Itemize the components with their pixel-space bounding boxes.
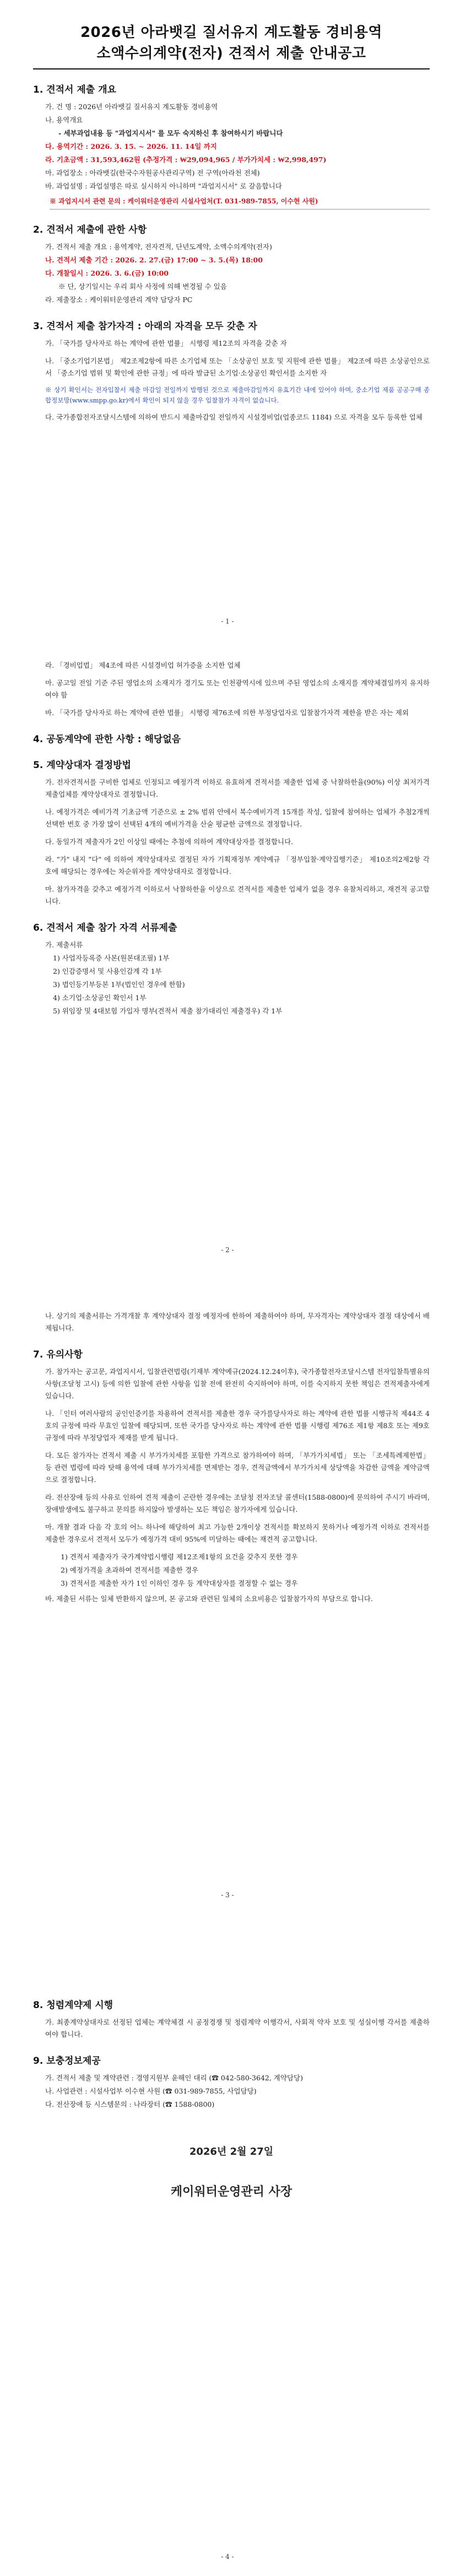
s7-sub-1: 1) 견적서 제출자가 국가계약법시행령 제12조제1항의 요건을 갖추지 못한 경우 [61, 1553, 298, 1561]
s3b-para-2: 마. 공고일 전일 기준 주된 영업소의 소재지가 경기도 또는 인천광역시에 있으며 주된 영업소의 소재지를 계약체결일까지 유지하여야 함 [45, 679, 430, 699]
s2-item-period: 나. 견적서 제출 기간 : 2026. 2. 27.(금) 17:00 ~ 3. 5.(목) 18:00 [45, 256, 263, 264]
page-2 [33, 656, 430, 1018]
title-divider [33, 68, 430, 69]
page-3 [33, 1307, 430, 1611]
s6b-para: 나. 상기의 제출서류는 가격개찰 후 계약상대자 결정 예정자에 한하여 제출하여야 하며, 무자격자는 계약상대자 결정 대상에서 배제됩니다. [45, 1312, 430, 1332]
section-2-heading: 2. 견적서 제출에 관한 사항 [33, 224, 147, 235]
s2-item-overview: 가. 견적서 제출 개요 : 용역계약, 전자견적, 단년도계약, 소액수의계약(전자) [45, 243, 272, 251]
s7-para-2: 나. 「인터 여러사람의 공인인증키를 차용하여 견적서를 제출한 경우 국가를당사자로 하는 계약에 관한 법률 시행규칙 제44조 4호의 규정에 따라 무효인 입찰에 해당되며, 또한 국가를 당사자로 하는 계약에 관한 법률 시행령 제76조 제1항 제8호 또는 제9호 규정에 따라 부정당업자 제재를 받게 됩니다. [45, 1409, 430, 1442]
s3b-para-1: 라. 「경비업법」 제4조에 따른 시설경비업 허가증을 소지한 업체 [45, 661, 241, 669]
page-number-3: - 3 - [221, 1891, 234, 1899]
s1-item-briefing: 바. 과업설명 : 과업설명은 따로 실시하지 아니하며 "과업지시서" 로 갈음합니다 [45, 182, 282, 190]
s1-item-location: 마. 과업장소 : 아라뱃길(한국수자원공사관리구역) 전 구역(아라천 전체) [45, 169, 260, 177]
s2-item-opening: 다. 개찰일시 : 2026. 3. 6.(금) 10:00 [45, 269, 169, 277]
s3b-para-3: 바. 「국가를 당사자로 하는 계약에 관한 법률」 시행령 제76조에 의한 부정당업자로 입찰참가자격 제한을 받은 자는 제외 [45, 709, 409, 717]
page-number-2: - 2 - [221, 1246, 234, 1254]
s6-doc-4: 4) 소기업·소상공인 확인서 1부 [53, 994, 147, 1002]
title-line-1: 2026년 아라뱃길 질서유지 계도활동 경비용역 [80, 24, 383, 41]
s1-item-name: 가. 건 명 : 2026년 아라뱃길 질서유지 계도활동 경비용역 [45, 103, 218, 111]
section-8-heading: 8. 청렴계약제 시행 [33, 2000, 113, 2011]
page-number-1: - 1 - [221, 618, 234, 625]
s5-para-4: 라. "가" 내지 "다" 에 의하여 계약상대자로 결정된 자가 기획재정부 계약예규 「정부입찰·계약집행기준」 제10조의2제2항 각 호에 해당되는 경우에는 차순위자를 계약상대자로 결정합니다. [45, 855, 430, 876]
s7-para-1: 가. 참가자는 공고문, 과업지시서, 입찰관련법령(기재부 계약예규(2024.12.24이후), 국가종합전자조달시스템 전자입찰특별유의사항(조달청 고시) 등에 의한 입찰에 관한 사항을 입찰 전에 완전히 숙지하여야 하며, 이를 숙지하지 못한 책임은 견적제출자에게 있습니다. [45, 1367, 430, 1400]
s5-para-5: 마. 참가자격을 갖추고 예정가격 이하로서 낙찰하한율 이상으로 견적서를 제출한 업체가 없을 경우 유찰처리하고, 재견적 공고합니다. [45, 885, 430, 905]
title-line-2: 소액수의계약(전자) 견적서 제출 안내공고 [96, 45, 366, 62]
s7-para-last: 바. 제출된 서류는 일체 반환하지 않으며, 본 공고와 관련된 일체의 소요비용은 입찰참가자의 부담으로 합니다. [45, 1595, 373, 1603]
s3-para-note: ※ 상기 확인서는 전자입찰서 제출 마감일 전일까지 발행된 것으로 제출마감일까지 유효기간 내에 있어야 하며, 중소기업 제품 공공구매 종합정보망(www.smpp.go.kr)에서 확인이 되지 않을 경우 입찰참가 자격이 없습니다. [45, 386, 430, 404]
signer-name: 케이워터운영관리 사장 [170, 2185, 292, 2199]
section-5-heading: 5. 계약상대자 결정방법 [33, 760, 131, 771]
page-number-4: - 4 - [221, 2553, 234, 2561]
s5-para-2: 나. 예정가격은 예비가격 기초금액 기준으로 ± 2% 범위 안에서 복수예비가격 15개를 작성, 입찰에 참여하는 업체가 추첨2개씩 선택한 번호 중 가장 많이 선택된 4개의 예비가격을 산술 평균한 금액으로 결정합니다. [45, 808, 430, 828]
page-1 [33, 22, 430, 429]
s7-para-4: 라. 전산장애 등의 사유로 인하여 견적 제출이 곤란한 경우에는 조달청 전자조달 콜센터(1588-0800)에 문의하여 주시기 바라며, 장애발생에도 불구하고 문의를 하지않아 발생하는 모든 책임은 참가자에게 있습니다. [45, 1493, 430, 1514]
section-3-heading: 3. 견적서 제출 참가자격 : 아래의 자격을 모두 갖춘 자 [33, 321, 257, 332]
page-4 [33, 1985, 430, 2199]
s1-item-overview: 나. 용역개요 [45, 116, 83, 124]
section-4-heading: 4. 공동계약에 관한 사항 : 해당없음 [33, 734, 181, 745]
s2-item-place: 라. 제출장소 : 케이워터운영관리 계약 담당자 PC [45, 296, 193, 304]
s2-item-notice: ※ 단, 상기일시는 우리 회사 사정에 의해 변경될 수 있음 [58, 282, 227, 291]
s6-doc-1: 1) 사업자등록증 사본(원본대조필) 1부 [53, 954, 170, 962]
s5-para-1: 가. 전자견적서를 구비한 업체로 인정되고 예정가격 이하로 유효하게 견적서를 제출한 업체 중 낙찰하한율(90%) 이상 최저가격 제출업체를 계약상대자로 결정합니다. [45, 778, 430, 798]
s5-para-3: 다. 동일가격 제출자가 2인 이상일 때에는 추첨에 의하여 계약대상자를 결정합니다. [45, 838, 294, 846]
section-9-heading: 9. 보충정보제공 [33, 2056, 101, 2067]
announcement-date: 2026년 2월 27일 [189, 2146, 274, 2158]
s3-para-2: 나. 「중소기업기본법」 제2조제2항에 따른 소기업체 또는 「소상공인 보호 및 지원에 관한 법률」 제2조에 따른 소상공인으로서 「중소기업 범위 및 확인에 관한 규정」에 따라 발급된 소기업·소상공인 확인서를 소지한 자 [45, 357, 430, 377]
section-7-heading: 7. 유의사항 [33, 1349, 83, 1360]
s9-item-2: 나. 사업관련 : 시설사업부 이수현 사원 (☎ 031-989-7855, 사업담당) [45, 2087, 257, 2095]
s7-sub-3: 3) 견적서를 제출한 자가 1인 이하인 경우 등 계약대상자를 결정할 수 없는 경우 [61, 1579, 298, 1587]
s6-doc-3: 3) 법인등기부등본 1부(법인인 경우에 한함) [53, 980, 185, 989]
section-6-heading: 6. 견적서 제출 참가 자격 서류제출 [33, 922, 177, 933]
s3-para-3: 다. 국가종합전자조달시스템에 의하여 반드시 제출마감일 전일까지 시설경비업(업종코드 1184) 으로 자격을 모두 등록한 업체 [45, 413, 422, 421]
s1-item-task-note: - 세부과업내용 등 "과업지시서" 를 모두 숙지하신 후 참여하시기 바랍니다 [58, 129, 283, 137]
s7-para-5: 마. 개찰 결과 다음 각 호의 어느 하나에 해당하여 최고 가능한 2개이상 견적서를 확보하지 못하거나 예정가격 이하로 견적서를 제출한 경우로서 견적서 모두가 예정가격 대비 95%에 미달하는 때에는 재견적 공고합니다. [45, 1523, 430, 1543]
s8-para: 가. 최종계약상대자로 선정된 업체는 계약체결 시 공정경쟁 및 청렴계약 이행각서, 사회적 약자 보호 및 성실이행 각서를 제출하여야 합니다. [45, 2018, 430, 2038]
s3-para-1: 가. 「국가를 당사자로 하는 계약에 관한 법률」 시행령 제12조의 자격을 갖춘 자 [45, 339, 287, 347]
s6-intro: 가. 제출서류 [45, 941, 83, 949]
s1-item-period: 다. 용역기간 : 2026. 3. 15. ~ 2026. 11. 14일 까지 [45, 142, 217, 151]
s9-item-3: 다. 전산장애 등 시스템문의 : 나라장터 (☎ 1588-0800) [45, 2100, 215, 2108]
s7-para-3: 다. 모든 참가자는 견적서 제출 시 부가가치세를 포함한 가격으로 참가하여야 하며, 「부가가치세법」 또는 「조세특례제한법」 등 관련 법령에 따라 탓해 용역에 대해 부가가치세를 면제받는 경우, 견적금액에서 부가가치세 상당액을 차감한 금액을 계약금액으로 결정합니다. [45, 1451, 430, 1484]
s6-doc-2: 2) 인감증명서 및 사용인감계 각 1부 [53, 967, 162, 975]
s1-contact-note: ※ 과업지시서 관련 문의 : 케이워터운영관리 시설사업처(T. 031-989-7855, 이수현 사원) [50, 196, 430, 210]
section-1-heading: 1. 견적서 제출 개요 [33, 84, 116, 95]
s1-item-base-price: 라. 기초금액 : 31,593,462원 (추정가격 : ₩29,094,965 / 부가가치세 : ₩2,998,497) [45, 155, 327, 164]
s7-sub-2: 2) 예정가격을 초과하여 견적서를 제출한 경우 [61, 1566, 199, 1574]
s6-doc-5: 5) 위임장 및 4대보험 가입자 명부(견적서 제출 참가대리인 제출경우) 각 1부 [53, 1007, 283, 1015]
s9-item-1: 가. 견적서 제출 및 계약관련 : 경영지원부 윤해인 대리 (☎ 042-580-3642, 계약담당) [45, 2074, 303, 2082]
